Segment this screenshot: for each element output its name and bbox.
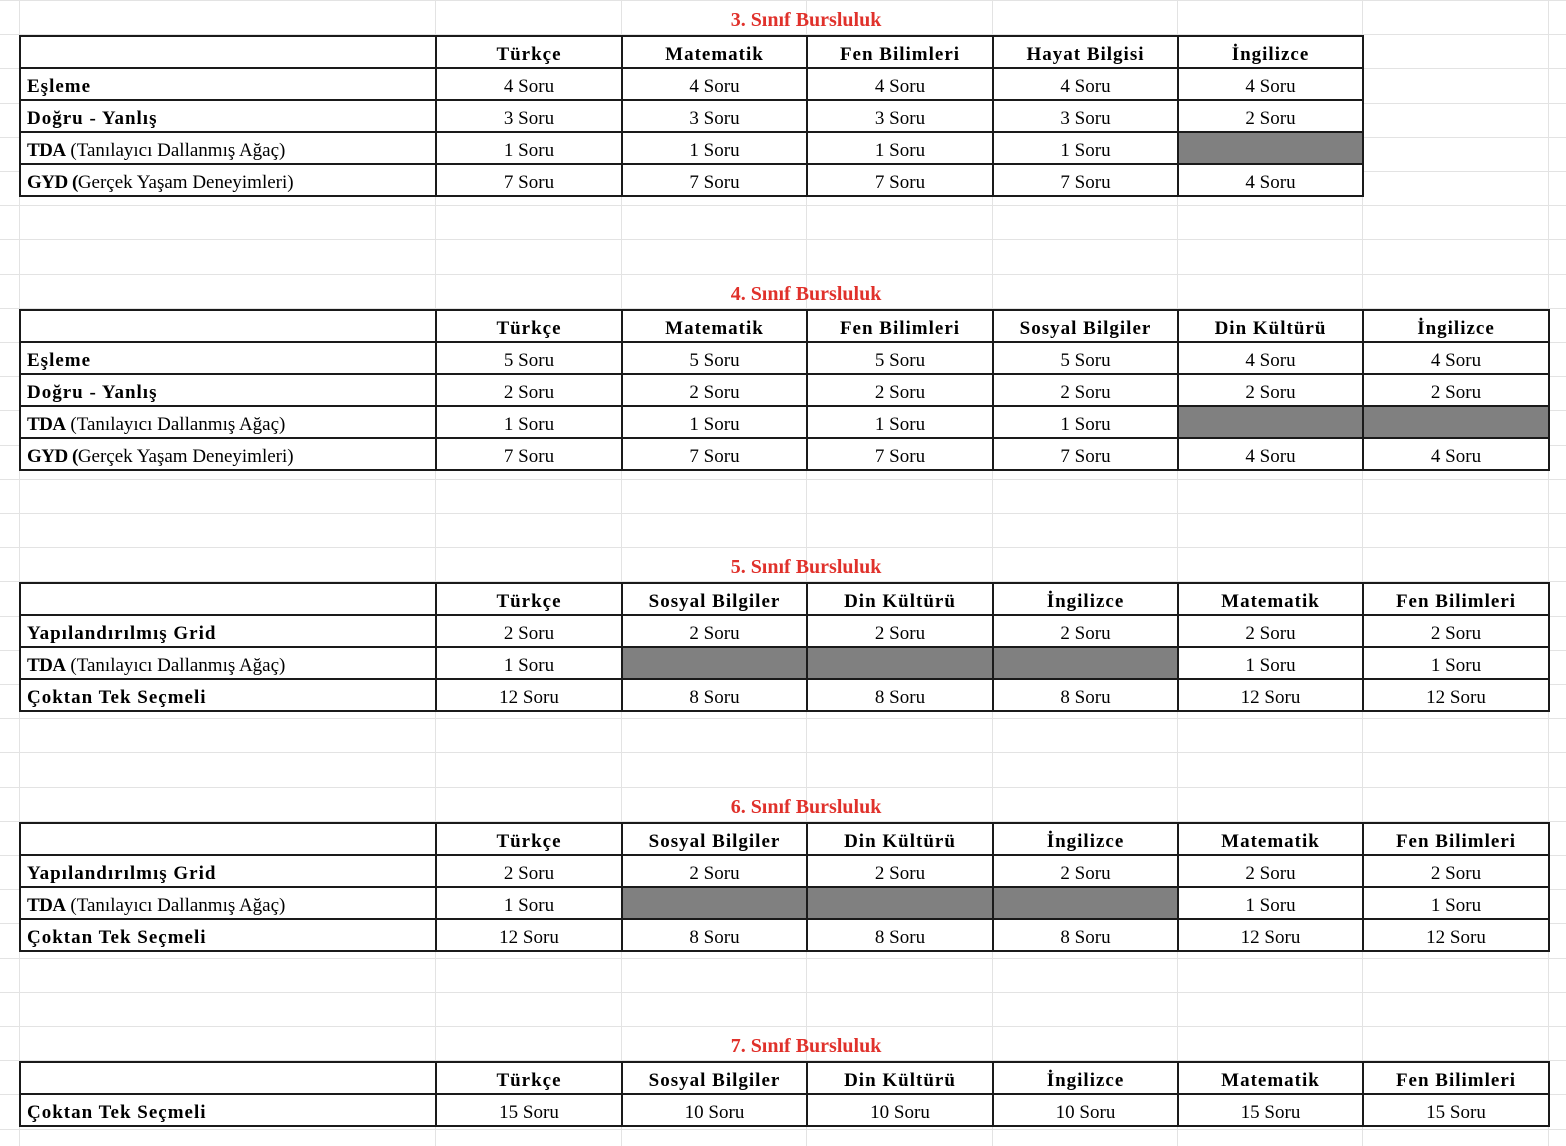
question-count-cell[interactable]: 12 Soru bbox=[1178, 919, 1363, 951]
question-count-cell[interactable]: 7 Soru bbox=[807, 438, 993, 470]
column-header[interactable]: Sosyal Bilgiler bbox=[622, 583, 807, 615]
row-label-bold: Doğru - Yanlış bbox=[27, 382, 158, 403]
shaded-cell[interactable] bbox=[622, 887, 807, 919]
row-label-cell[interactable] bbox=[20, 374, 436, 406]
question-count-cell[interactable]: 1 Soru bbox=[993, 406, 1178, 438]
question-count-cell[interactable]: 2 Soru bbox=[1363, 374, 1549, 406]
header-row bbox=[20, 1062, 1549, 1094]
row-label-bold: Çoktan Tek Seçmeli bbox=[27, 1102, 207, 1123]
row-label-detail: (Tanılayıcı Dallanmış Ağaç) bbox=[65, 414, 286, 435]
question-count-cell[interactable]: 5 Soru bbox=[436, 342, 622, 374]
row-label-cell[interactable] bbox=[20, 342, 436, 374]
row-label-bold: Çoktan Tek Seçmeli bbox=[27, 687, 207, 708]
row-label-cell[interactable] bbox=[20, 164, 436, 196]
question-count-cell[interactable]: 12 Soru bbox=[436, 679, 622, 711]
question-count-cell[interactable]: 4 Soru bbox=[807, 68, 993, 100]
question-count-cell[interactable]: 7 Soru bbox=[807, 164, 993, 196]
row-label-detail: (Tanılayıcı Dallanmış Ağaç) bbox=[65, 895, 286, 916]
section-title: 4. Sınıf Bursluluk bbox=[730, 283, 882, 305]
question-count-cell[interactable]: 8 Soru bbox=[993, 679, 1178, 711]
table-row bbox=[20, 438, 1549, 470]
question-count-cell[interactable]: 4 Soru bbox=[1178, 164, 1363, 196]
column-header[interactable]: Din Kültürü bbox=[807, 1062, 993, 1094]
question-count-cell[interactable]: 1 Soru bbox=[622, 132, 807, 164]
column-header[interactable]: Sosyal Bilgiler bbox=[622, 823, 807, 855]
column-header[interactable]: Matematik bbox=[1178, 1062, 1363, 1094]
column-header[interactable]: İngilizce bbox=[1178, 36, 1363, 68]
question-count-cell[interactable]: 1 Soru bbox=[436, 406, 622, 438]
question-count-cell[interactable]: 10 Soru bbox=[993, 1094, 1178, 1126]
question-count-cell[interactable]: 12 Soru bbox=[436, 919, 622, 951]
header-row bbox=[20, 310, 1549, 342]
table-row bbox=[20, 615, 1549, 647]
column-header[interactable]: Matematik bbox=[622, 310, 807, 342]
row-label-detail: Gerçek Yaşam Deneyimleri) bbox=[77, 172, 294, 193]
question-count-cell[interactable]: 15 Soru bbox=[1363, 1094, 1549, 1126]
row-label-bold: TDA bbox=[27, 140, 66, 161]
column-header[interactable]: İngilizce bbox=[993, 583, 1178, 615]
question-count-cell[interactable]: 15 Soru bbox=[436, 1094, 622, 1126]
question-count-cell[interactable]: 10 Soru bbox=[622, 1094, 807, 1126]
question-count-cell[interactable]: 2 Soru bbox=[436, 855, 622, 887]
question-count-cell[interactable]: 2 Soru bbox=[1363, 855, 1549, 887]
column-header[interactable]: Türkçe bbox=[436, 823, 622, 855]
question-count-cell[interactable]: 4 Soru bbox=[436, 68, 622, 100]
table-row bbox=[20, 164, 1363, 196]
bursluluk-table bbox=[19, 582, 1550, 712]
table-row bbox=[20, 406, 1549, 438]
row-label-bold: TDA bbox=[27, 655, 66, 676]
question-count-cell[interactable]: 2 Soru bbox=[807, 615, 993, 647]
header-row bbox=[20, 36, 1363, 68]
shaded-cell[interactable] bbox=[993, 647, 1178, 679]
question-count-cell[interactable]: 7 Soru bbox=[622, 438, 807, 470]
shaded-cell[interactable] bbox=[622, 647, 807, 679]
column-header[interactable]: Fen Bilimleri bbox=[807, 36, 993, 68]
table-row bbox=[20, 100, 1363, 132]
question-count-cell[interactable]: 1 Soru bbox=[436, 887, 622, 919]
row-label-cell[interactable] bbox=[20, 919, 436, 951]
table-row bbox=[20, 919, 1549, 951]
question-count-cell[interactable]: 2 Soru bbox=[993, 855, 1178, 887]
column-header[interactable]: Din Kültürü bbox=[1178, 310, 1363, 342]
row-label-detail: Gerçek Yaşam Deneyimleri) bbox=[77, 446, 294, 467]
table-row bbox=[20, 887, 1549, 919]
question-count-cell[interactable]: 2 Soru bbox=[993, 374, 1178, 406]
column-header[interactable]: Matematik bbox=[622, 36, 807, 68]
question-count-cell[interactable]: 2 Soru bbox=[622, 615, 807, 647]
row-label-bold: TDA bbox=[27, 414, 66, 435]
corner-cell[interactable] bbox=[20, 310, 436, 342]
row-label-bold: GYD ( bbox=[27, 172, 78, 193]
question-count-cell[interactable]: 3 Soru bbox=[993, 100, 1178, 132]
row-label-cell[interactable] bbox=[20, 406, 436, 438]
column-header[interactable]: Matematik bbox=[1178, 583, 1363, 615]
column-header[interactable]: İngilizce bbox=[1363, 310, 1549, 342]
question-count-cell[interactable]: 1 Soru bbox=[436, 647, 622, 679]
question-count-cell[interactable]: 2 Soru bbox=[436, 615, 622, 647]
question-count-cell[interactable]: 2 Soru bbox=[1363, 615, 1549, 647]
question-count-cell[interactable]: 1 Soru bbox=[1178, 887, 1363, 919]
column-header[interactable]: Türkçe bbox=[436, 36, 622, 68]
section-title: 6. Sınıf Bursluluk bbox=[730, 796, 882, 818]
question-count-cell[interactable]: 2 Soru bbox=[436, 374, 622, 406]
corner-cell[interactable] bbox=[20, 1062, 436, 1094]
question-count-cell[interactable]: 2 Soru bbox=[622, 374, 807, 406]
table-row bbox=[20, 374, 1549, 406]
column-header[interactable]: Fen Bilimleri bbox=[807, 310, 993, 342]
bursluluk-table bbox=[19, 309, 1550, 471]
table-row bbox=[20, 679, 1549, 711]
question-count-cell[interactable]: 4 Soru bbox=[1178, 342, 1363, 374]
question-count-cell[interactable]: 2 Soru bbox=[1178, 374, 1363, 406]
shaded-cell[interactable] bbox=[1363, 406, 1549, 438]
question-count-cell[interactable]: 3 Soru bbox=[622, 100, 807, 132]
question-count-cell[interactable]: 8 Soru bbox=[807, 919, 993, 951]
question-count-cell[interactable]: 1 Soru bbox=[993, 132, 1178, 164]
question-count-cell[interactable]: 1 Soru bbox=[622, 406, 807, 438]
question-count-cell[interactable]: 1 Soru bbox=[1363, 887, 1549, 919]
row-label-bold: Yapılandırılmış Grid bbox=[27, 863, 217, 884]
question-count-cell[interactable]: 5 Soru bbox=[807, 342, 993, 374]
shaded-cell[interactable] bbox=[993, 887, 1178, 919]
question-count-cell[interactable]: 2 Soru bbox=[807, 374, 993, 406]
column-header[interactable]: Sosyal Bilgiler bbox=[993, 310, 1178, 342]
question-count-cell[interactable]: 2 Soru bbox=[1178, 855, 1363, 887]
row-label-bold: Yapılandırılmış Grid bbox=[27, 623, 217, 644]
column-header[interactable]: Sosyal Bilgiler bbox=[622, 1062, 807, 1094]
row-label-bold: Eşleme bbox=[27, 76, 92, 97]
question-count-cell[interactable]: 4 Soru bbox=[1363, 438, 1549, 470]
shaded-cell[interactable] bbox=[1178, 132, 1363, 164]
question-count-cell[interactable]: 7 Soru bbox=[622, 164, 807, 196]
question-count-cell[interactable]: 10 Soru bbox=[807, 1094, 993, 1126]
section-title: 5. Sınıf Bursluluk bbox=[730, 556, 882, 578]
row-label-cell[interactable] bbox=[20, 1094, 436, 1126]
question-count-cell[interactable]: 2 Soru bbox=[1178, 100, 1363, 132]
question-count-cell[interactable]: 4 Soru bbox=[1178, 68, 1363, 100]
table-row bbox=[20, 342, 1549, 374]
question-count-cell[interactable]: 12 Soru bbox=[1178, 679, 1363, 711]
corner-cell[interactable] bbox=[20, 583, 436, 615]
question-count-cell[interactable]: 8 Soru bbox=[622, 679, 807, 711]
column-header[interactable]: Din Kültürü bbox=[807, 583, 993, 615]
column-header[interactable]: Türkçe bbox=[436, 1062, 622, 1094]
question-count-cell[interactable]: 3 Soru bbox=[807, 100, 993, 132]
question-count-cell[interactable]: 5 Soru bbox=[622, 342, 807, 374]
column-header[interactable]: Matematik bbox=[1178, 823, 1363, 855]
row-label-bold: Eşleme bbox=[27, 350, 92, 371]
corner-cell[interactable] bbox=[20, 36, 436, 68]
column-header[interactable]: Türkçe bbox=[436, 583, 622, 615]
question-count-cell[interactable]: 8 Soru bbox=[993, 919, 1178, 951]
row-label-cell[interactable] bbox=[20, 855, 436, 887]
question-count-cell[interactable]: 7 Soru bbox=[436, 438, 622, 470]
row-label-cell[interactable] bbox=[20, 438, 436, 470]
row-label-cell[interactable] bbox=[20, 647, 436, 679]
column-header[interactable]: Fen Bilimleri bbox=[1363, 1062, 1549, 1094]
question-count-cell[interactable]: 4 Soru bbox=[1363, 342, 1549, 374]
table-row bbox=[20, 647, 1549, 679]
question-count-cell[interactable]: 5 Soru bbox=[993, 342, 1178, 374]
question-count-cell[interactable]: 4 Soru bbox=[1178, 438, 1363, 470]
row-label-cell[interactable] bbox=[20, 132, 436, 164]
column-header[interactable]: İngilizce bbox=[993, 823, 1178, 855]
question-count-cell[interactable]: 7 Soru bbox=[993, 438, 1178, 470]
question-count-cell[interactable]: 4 Soru bbox=[622, 68, 807, 100]
corner-cell[interactable] bbox=[20, 823, 436, 855]
row-label-bold: Çoktan Tek Seçmeli bbox=[27, 927, 207, 948]
bursluluk-table bbox=[19, 35, 1364, 197]
bursluluk-table bbox=[19, 1061, 1550, 1127]
shaded-cell[interactable] bbox=[807, 647, 993, 679]
header-row bbox=[20, 823, 1549, 855]
question-count-cell[interactable]: 8 Soru bbox=[807, 679, 993, 711]
shaded-cell[interactable] bbox=[1178, 406, 1363, 438]
row-label-detail: (Tanılayıcı Dallanmış Ağaç) bbox=[65, 140, 286, 161]
question-count-cell[interactable]: 1 Soru bbox=[436, 132, 622, 164]
column-header[interactable]: Hayat Bilgisi bbox=[993, 36, 1178, 68]
column-header[interactable]: Türkçe bbox=[436, 310, 622, 342]
column-header[interactable]: Fen Bilimleri bbox=[1363, 823, 1549, 855]
header-row bbox=[20, 583, 1549, 615]
bursluluk-table bbox=[19, 822, 1550, 952]
row-label-bold: TDA bbox=[27, 895, 66, 916]
column-header[interactable]: Din Kültürü bbox=[807, 823, 993, 855]
table-row bbox=[20, 855, 1549, 887]
question-count-cell[interactable]: 1 Soru bbox=[1178, 647, 1363, 679]
table-row bbox=[20, 68, 1363, 100]
question-count-cell[interactable]: 1 Soru bbox=[807, 406, 993, 438]
row-label-cell[interactable] bbox=[20, 100, 436, 132]
row-label-cell[interactable] bbox=[20, 68, 436, 100]
question-count-cell[interactable]: 7 Soru bbox=[993, 164, 1178, 196]
question-count-cell[interactable]: 12 Soru bbox=[1363, 919, 1549, 951]
row-label-cell[interactable] bbox=[20, 615, 436, 647]
row-label-cell[interactable] bbox=[20, 887, 436, 919]
question-count-cell[interactable]: 15 Soru bbox=[1178, 1094, 1363, 1126]
column-header[interactable]: İngilizce bbox=[993, 1062, 1178, 1094]
question-count-cell[interactable]: 7 Soru bbox=[436, 164, 622, 196]
question-count-cell[interactable]: 8 Soru bbox=[622, 919, 807, 951]
question-count-cell[interactable]: 2 Soru bbox=[807, 855, 993, 887]
question-count-cell[interactable]: 1 Soru bbox=[1363, 647, 1549, 679]
row-label-cell[interactable] bbox=[20, 679, 436, 711]
question-count-cell[interactable]: 3 Soru bbox=[436, 100, 622, 132]
question-count-cell[interactable]: 2 Soru bbox=[1178, 615, 1363, 647]
question-count-cell[interactable]: 2 Soru bbox=[993, 615, 1178, 647]
question-count-cell[interactable]: 2 Soru bbox=[622, 855, 807, 887]
question-count-cell[interactable]: 12 Soru bbox=[1363, 679, 1549, 711]
section-title: 3. Sınıf Bursluluk bbox=[730, 9, 882, 31]
column-header[interactable]: Fen Bilimleri bbox=[1363, 583, 1549, 615]
table-row bbox=[20, 1094, 1549, 1126]
table-row bbox=[20, 132, 1363, 164]
question-count-cell[interactable]: 4 Soru bbox=[993, 68, 1178, 100]
row-label-detail: (Tanılayıcı Dallanmış Ağaç) bbox=[65, 655, 286, 676]
section-title: 7. Sınıf Bursluluk bbox=[730, 1035, 882, 1057]
row-label-bold: GYD ( bbox=[27, 446, 78, 467]
shaded-cell[interactable] bbox=[807, 887, 993, 919]
row-label-bold: Doğru - Yanlış bbox=[27, 108, 158, 129]
question-count-cell[interactable]: 1 Soru bbox=[807, 132, 993, 164]
